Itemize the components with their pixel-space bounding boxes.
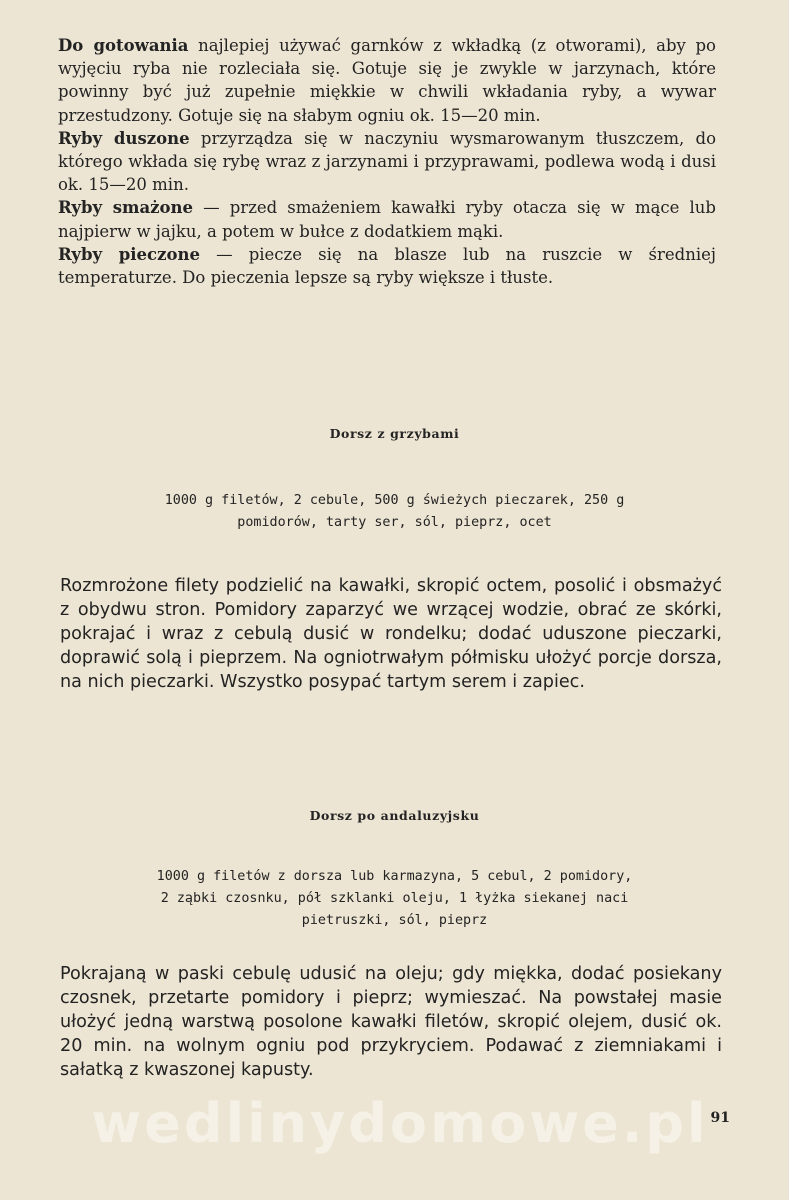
recipe-method: Rozmrożone filety podzielić na kawałki, skropić octem, posolić i obsmażyć z obydwu stron. Pomidory zaparzyć we wrzącej wodzie, obrać ze skórki, pokrajać i wraz z cebulą dusić w rondelku; dodać uduszone pieczarki, doprawić solą i pieprzem. Na ogniotrwałym półmisku ułożyć porcje dorsza, na nich pieczarki. Wszystko posypać tartym serem i zapiec. — [60, 576, 722, 692]
recipe-ingredients: 1000 g filetów z dorsza lub karmazyna, 5 cebul, 2 pomidory, 2 ząbki czosnku, pół szklanki oleju, 1 łyżka siekanej naci pietruszki, sól, pieprz — [156, 869, 633, 928]
intro-section — [58, 34, 716, 289]
watermark: wedlinydomowe.pl — [91, 1092, 709, 1155]
term-stewed: Ryby duszone — [58, 128, 190, 148]
term-cooking: Do gotowania — [58, 36, 189, 55]
intro-paragraph-cooking: Do gotowania najlepiej używać garnków z wkładką (z otworami), aby po wyjęciu ryba nie rozleciała się. Gotuje się je zwykle w jarzynach, które powinny być już zupełnie miękkie w chwili wkładania ryby, a wywar przestudzony. Gotuje się na słabym ogniu ok. 15—20 min. — [58, 36, 716, 125]
recipe-title: Dorsz po andaluzyjsku — [309, 808, 480, 823]
term-fried: Ryby smażone — [58, 198, 194, 218]
recipe-ingredients: 1000 g filetów, 2 cebule, 500 g świeżych pieczarek, 250 g pomidorów, tarty ser, sól, pieprz, ocet — [164, 493, 625, 530]
intro-paragraph-fried: Ryby smażone — przed smażeniem kawałki ryby otacza się w mące lub najpierw w jajku, a potem w bułce z dodatkiem mąki. — [58, 198, 716, 241]
intro-paragraph-stewed: Ryby duszone przyrządza się w naczyniu wysmarowanym tłuszczem, do którego wkłada się rybę wraz z jarzynami i przyprawami, podlewa wodą i dusi ok. 15—20 min. — [58, 128, 716, 195]
recipe-title: Dorsz z grzybami — [329, 426, 460, 441]
recipe-method: Pokrajaną w paski cebulę udusić na oleju; gdy miękka, dodać posiekany czosnek, przetarte pomidory i pieprz; wymieszać. Na powstałej masie ułożyć jedną warstwą posolone kawałki filetów, skropić olejem, dusić ok. 20 min. na wolnym ogniu pod przykryciem. Podawać z ziemniakami i sałatką z kwaszonej kapusty. — [60, 964, 722, 1080]
intro-paragraph-baked: Ryby pieczone — piecze się na blasze lub na ruszcie w średniej temperaturze. Do pieczenia lepsze są ryby większe i tłuste. — [58, 244, 716, 288]
term-baked: Ryby pieczone — [58, 244, 200, 264]
page-number: 91 — [710, 1110, 730, 1126]
